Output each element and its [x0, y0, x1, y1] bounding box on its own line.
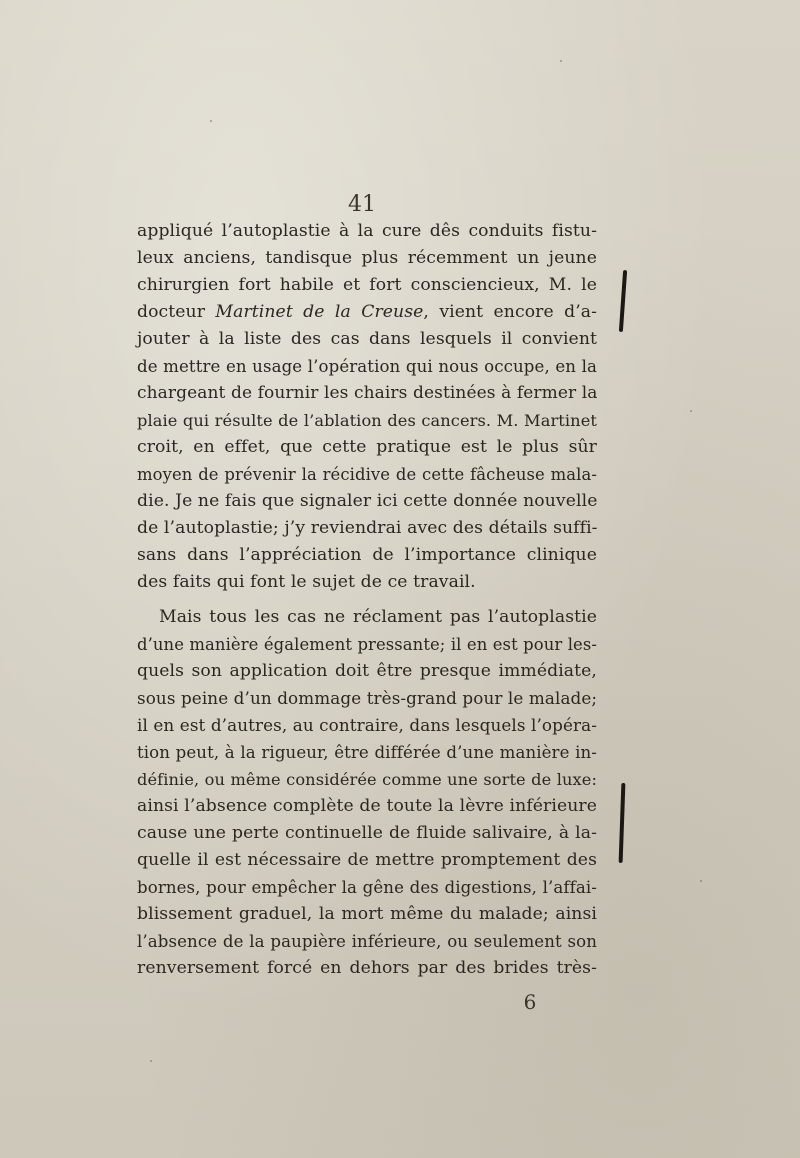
text-segment: plaie qui résulte de l’ablation des cancers. M. Martinet: [137, 411, 597, 430]
paper-speck: [690, 410, 692, 412]
text-line: [137, 218, 597, 245]
paper-speck: [560, 60, 562, 62]
text-segment: l’absence de la paupière inférieure, ou seulement son: [137, 932, 597, 951]
text-segment: il en est d’autres, au contraire, dans lesquels l’opéra-: [137, 715, 597, 735]
text-segment: ainsi l’absence complète de toute la lèvre inférieure: [137, 796, 597, 816]
text-segment: appliqué l’autoplastie à la cure dês conduits fistu-: [137, 221, 597, 241]
text-segment: chirurgien fort habile et fort consciencieux, M. le: [137, 275, 597, 295]
text-segment: de l’autoplastie; j’y reviendrai avec des détails suffi-: [137, 518, 598, 538]
text-line: [137, 820, 597, 847]
text-segment: des faits qui font le sujet de ce travail.: [137, 572, 476, 592]
text-segment: quelle il est nécessaire de mettre promptement des: [137, 850, 597, 870]
text-line: [137, 353, 597, 380]
paper-speck: [700, 880, 702, 882]
text-segment: de mettre en usage l’opération qui nous occupe, en la: [137, 357, 597, 376]
text-segment: renversement forcé en dehors par des brides très-: [137, 958, 597, 978]
text-line: [137, 299, 597, 326]
text-segment: jouter à la liste des cas dans lesquels il convient: [137, 329, 597, 349]
text-line: [137, 245, 597, 272]
signature-mark: 6: [523, 990, 537, 1014]
text-line: [137, 272, 597, 299]
text-segment: chargeant de fournir les chairs destinées à fermer la: [137, 383, 598, 403]
text-segment: die. Je ne fais que signaler ici cette donnée nouvelle: [137, 491, 598, 511]
text-segment: moyen de prévenir la récidive de cette fâcheuse mala-: [137, 465, 597, 484]
paper-speck: [150, 1060, 152, 1062]
text-segment: d’une manière également pressante; il en est pour les-: [137, 635, 597, 654]
text-line: [137, 434, 597, 461]
text-segment: bornes, pour empêcher la gêne des digestions, l’affai-: [137, 878, 597, 897]
text-line: [137, 712, 597, 739]
text-line: [137, 928, 597, 955]
text-line: [137, 604, 597, 631]
text-segment: blissement graduel, la mort même du malade; ainsi: [137, 904, 597, 924]
text-segment: définie, ou même considérée comme une sorte de luxe:: [137, 770, 597, 789]
text-segment: docteur: [137, 302, 216, 322]
margin-pencil-mark: [619, 270, 627, 332]
text-segment: cause une perte continuelle de fluide salivaire, à la-: [137, 823, 597, 843]
text-line: [137, 766, 597, 793]
text-segment: quels son application doit être presque immédiate,: [137, 661, 597, 681]
text-segment: , vient encore d’a-: [423, 302, 598, 322]
text-line: [137, 488, 597, 515]
text-segment: Mais tous les cas ne réclament pas l’autoplastie: [159, 607, 597, 627]
text-line: [137, 847, 597, 874]
text-line: [137, 569, 597, 596]
text-line: [137, 461, 597, 488]
text-line: [137, 658, 597, 685]
text-segment: sans dans l’appréciation de l’importance clinique: [137, 545, 597, 565]
text-segment: leux anciens, tandisque plus récemment un jeune: [137, 248, 597, 268]
margin-pencil-mark: [619, 783, 626, 863]
text-line: [137, 739, 597, 766]
text-line: [137, 515, 597, 542]
text-line: [137, 793, 597, 820]
text-segment: sous peine d’un dommage très-grand pour le malade;: [137, 688, 598, 708]
text-line: [137, 407, 597, 434]
text-line: [137, 631, 597, 658]
text-segment: tion peut, à la rigueur, être différée d’une manière in-: [137, 743, 597, 762]
body-text: [137, 218, 597, 982]
text-line: [137, 901, 597, 928]
page-number: 41: [348, 192, 376, 217]
text-line: [137, 874, 597, 901]
text-line: [137, 542, 597, 569]
text-line: [137, 685, 597, 712]
paper-speck: [210, 120, 212, 122]
text-line: [137, 380, 597, 407]
italic-name: Martinet de la Creuse: [215, 302, 424, 322]
text-segment: croit, en effet, que cette pratique est le plus sûr: [137, 437, 597, 457]
text-line: [137, 955, 597, 982]
text-line: [137, 326, 597, 353]
